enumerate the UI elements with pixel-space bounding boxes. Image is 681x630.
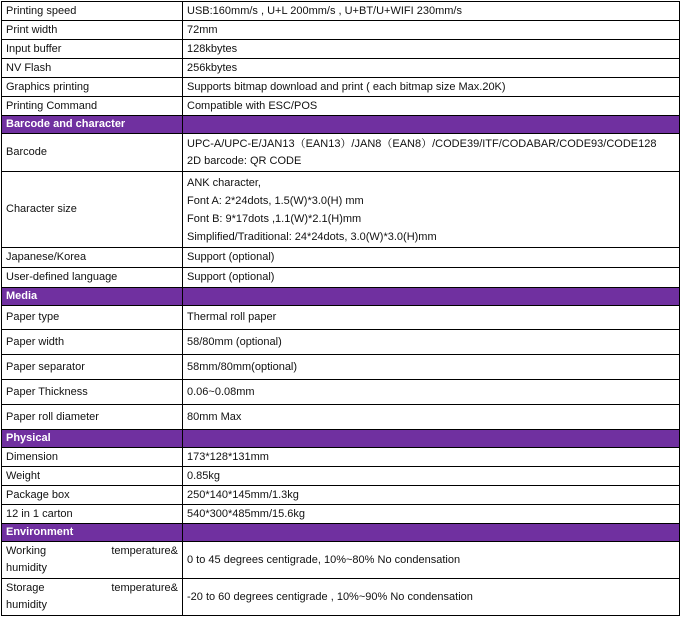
- key-line: [6, 580, 178, 597]
- table-row: [2, 40, 680, 59]
- row-value: 58/80mm (optional): [183, 330, 680, 355]
- key-word: temperature&: [111, 545, 178, 557]
- section-header-barcode: [2, 116, 680, 134]
- table-row: [2, 355, 680, 380]
- table-row: [2, 467, 680, 486]
- section-header-media: [2, 288, 680, 306]
- section-title: Barcode and character: [2, 116, 183, 134]
- row-key: Weight: [2, 467, 183, 486]
- section-title: Environment: [2, 524, 183, 542]
- row-key: Print width: [2, 21, 183, 40]
- row-key: Input buffer: [2, 40, 183, 59]
- table-row: [2, 134, 680, 172]
- row-key: Barcode: [2, 134, 183, 172]
- row-key: Japanese/Korea: [2, 248, 183, 268]
- section-blank: [183, 116, 680, 134]
- row-value: Supports bitmap download and print ( each bitmap size Max.20K): [183, 78, 680, 97]
- key-word: Storage: [6, 582, 45, 594]
- table-row: [2, 380, 680, 405]
- section-header-environment: [2, 524, 680, 542]
- value-line: Font A: 2*24dots, 1.5(W)*3.0(H) mm: [187, 194, 364, 207]
- row-value: Compatible with ESC/POS: [183, 97, 680, 116]
- table-row: [2, 78, 680, 97]
- value-line: Font B: 9*17dots ,1.1(W)*2.1(H)mm: [187, 212, 362, 225]
- table-row: [2, 330, 680, 355]
- table-row: [2, 448, 680, 467]
- row-key: Paper separator: [2, 355, 183, 380]
- row-value: USB:160mm/s , U+L 200mm/s , U+BT/U+WIFI 230mm/s: [183, 2, 680, 21]
- key-line: humidity: [6, 599, 47, 611]
- row-value: 80mm Max: [183, 405, 680, 430]
- section-header-physical: [2, 430, 680, 448]
- row-value: 256kbytes: [183, 59, 680, 78]
- row-value: 0.85kg: [183, 467, 680, 486]
- table-row: [2, 579, 680, 616]
- row-value: [183, 134, 680, 172]
- spec-table: [1, 1, 680, 616]
- table-row: [2, 306, 680, 330]
- row-value: 173*128*131mm: [183, 448, 680, 467]
- table-row: [2, 405, 680, 430]
- table-row: [2, 248, 680, 268]
- row-key: [2, 542, 183, 579]
- value-line: UPC-A/UPC-E/JAN13（EAN13）/JAN8（EAN8）/CODE39/ITF/CODABAR/CODE93/CODE128: [187, 137, 657, 150]
- row-value: 128kbytes: [183, 40, 680, 59]
- row-key: Printing Command: [2, 97, 183, 116]
- section-title: Media: [2, 288, 183, 306]
- row-key: Paper roll diameter: [2, 405, 183, 430]
- row-value: Support (optional): [183, 248, 680, 268]
- section-blank: [183, 430, 680, 448]
- row-value: Thermal roll paper: [183, 306, 680, 330]
- row-value: -20 to 60 degrees centigrade , 10%~90% No condensation: [183, 579, 680, 616]
- row-value: 72mm: [183, 21, 680, 40]
- table-row: [2, 486, 680, 505]
- row-key: Paper Thickness: [2, 380, 183, 405]
- table-row: [2, 97, 680, 116]
- row-key: Package box: [2, 486, 183, 505]
- value-line: 2D barcode: QR CODE: [187, 154, 302, 167]
- table-row: [2, 505, 680, 524]
- row-value: 0.06~0.08mm: [183, 380, 680, 405]
- row-value: [183, 172, 680, 248]
- key-line: [6, 543, 178, 560]
- table-row: [2, 172, 680, 248]
- table-row: [2, 268, 680, 288]
- row-key: 12 in 1 carton: [2, 505, 183, 524]
- table-row: [2, 21, 680, 40]
- table-row: [2, 542, 680, 579]
- row-value: Support (optional): [183, 268, 680, 288]
- row-value: 250*140*145mm/1.3kg: [183, 486, 680, 505]
- row-key: [2, 579, 183, 616]
- row-value: 58mm/80mm(optional): [183, 355, 680, 380]
- key-word: Working: [6, 545, 47, 557]
- row-key: Graphics printing: [2, 78, 183, 97]
- row-key: Paper width: [2, 330, 183, 355]
- row-key: Printing speed: [2, 2, 183, 21]
- value-line: Simplified/Traditional: 24*24dots, 3.0(W)*3.0(H)mm: [187, 230, 437, 243]
- key-word: temperature&: [111, 582, 178, 594]
- value-line: ANK character,: [187, 176, 261, 189]
- row-key: NV Flash: [2, 59, 183, 78]
- table-row: [2, 2, 680, 21]
- section-blank: [183, 288, 680, 306]
- table-row: [2, 59, 680, 78]
- section-blank: [183, 524, 680, 542]
- row-key: Paper type: [2, 306, 183, 330]
- row-value: 0 to 45 degrees centigrade, 10%~80% No condensation: [183, 542, 680, 579]
- row-key: Character size: [2, 172, 183, 248]
- row-key: User-defined language: [2, 268, 183, 288]
- section-title: Physical: [2, 430, 183, 448]
- row-value: 540*300*485mm/15.6kg: [183, 505, 680, 524]
- key-line: humidity: [6, 562, 47, 574]
- row-key: Dimension: [2, 448, 183, 467]
